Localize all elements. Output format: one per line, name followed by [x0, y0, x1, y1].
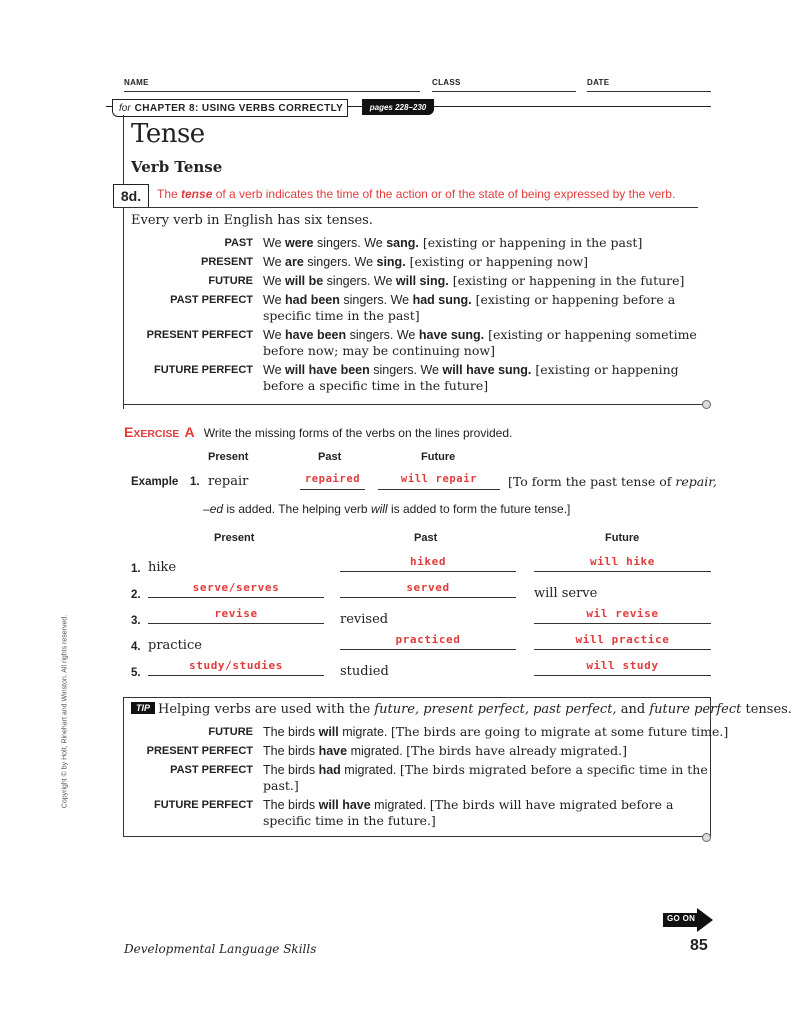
tip-example-segment: will have [318, 798, 371, 812]
tense-example-segment: singers. We [339, 293, 413, 307]
item-future-answer: wil revise [586, 607, 659, 620]
example-note-ed: ed [209, 502, 224, 516]
page-number: 85 [690, 937, 708, 954]
tense-example-segment: had sung. [412, 293, 472, 307]
tip-badge [131, 702, 155, 714]
item-past-answer: hiked [409, 555, 447, 568]
tense-label: FUTURE PERFECT [154, 364, 253, 376]
tip-intro [158, 702, 792, 717]
chapter-prefix: for [119, 102, 131, 114]
class-label: CLASS [432, 78, 461, 87]
item-future-line[interactable] [534, 675, 711, 676]
tip-example-segment: specific time in the future.] [263, 813, 436, 828]
class-line[interactable] [432, 91, 576, 92]
tip-tense-label: FUTURE [208, 726, 253, 738]
example-note-a-italic: repair, [675, 474, 717, 489]
tip-example-segment: migrated. [370, 798, 430, 812]
example-number: 1. [190, 476, 200, 488]
example-note-line2 [203, 502, 570, 516]
tense-example-line [263, 254, 588, 270]
tense-example-segment: before a specific time in the future] [263, 378, 489, 393]
example-note-line1 [508, 474, 717, 489]
tense-label: PAST [224, 237, 253, 249]
rule-number-box [113, 184, 149, 208]
date-line[interactable] [587, 91, 711, 92]
section-subtitle: Verb Tense [131, 158, 223, 176]
item-number: 2. [131, 589, 141, 601]
item-present-answer: revise [214, 607, 258, 620]
tense-example-segment: singers. We [313, 236, 387, 250]
tense-example-segment: [existing or happening [531, 362, 679, 377]
tip-example-segment: migrated. [340, 763, 400, 777]
tip-text-b: and [616, 702, 650, 717]
chapter-banner [112, 99, 348, 117]
tense-example-line [263, 343, 495, 359]
go-on-text: GO ON [667, 914, 696, 923]
tip-badge-text: TIP [135, 703, 150, 713]
tip-example-segment: have [318, 744, 348, 758]
tense-example-segment: We [263, 274, 285, 288]
tense-example-segment: sing. [376, 255, 406, 269]
tip-box-knob [702, 833, 711, 842]
example-note-b1: is added. The helping verb [223, 502, 371, 516]
item-future-line[interactable] [534, 623, 711, 624]
tense-example-segment: will have sung. [442, 363, 532, 377]
rule-number: 8d. [120, 188, 142, 204]
tense-example-segment: will sing. [395, 274, 449, 288]
tense-example-segment: We [263, 328, 285, 342]
example-note-b2: is added to form the future tense.] [387, 502, 571, 516]
tense-example-segment: had been [285, 293, 340, 307]
footer-book-title: Developmental Language Skills [124, 942, 317, 956]
item-future-answer: will hike [589, 555, 655, 568]
tip-example-segment: The birds [263, 763, 319, 777]
rule-definition [157, 187, 675, 201]
column-header-future: Future [605, 532, 640, 544]
tense-label: PRESENT [201, 256, 253, 268]
tense-example-segment: [existing or happening now] [405, 254, 589, 269]
tense-example-segment: We [263, 255, 285, 269]
lesson-box-left-border [123, 115, 124, 409]
lesson-box-bottom-border [123, 404, 703, 405]
item-future-line[interactable] [534, 571, 711, 572]
item-future-line[interactable] [534, 649, 711, 650]
item-present-given: hike [148, 560, 177, 575]
tense-example-segment: before now; may be continuing now] [263, 343, 495, 358]
item-past-given: studied [340, 664, 389, 679]
item-present-line[interactable] [148, 597, 324, 598]
tense-example-segment: singers. We [323, 274, 396, 288]
column-header-present: Present [214, 532, 255, 544]
tense-example-segment: singers. We [346, 328, 419, 342]
tip-example-segment: migrated. [347, 744, 407, 758]
item-present-line[interactable] [148, 623, 324, 624]
rule-term: tense [181, 187, 213, 201]
name-label: NAME [124, 78, 149, 87]
tense-example-line [263, 327, 697, 343]
item-number: 5. [131, 667, 141, 679]
example-note-a: [To form the past tense of [508, 474, 676, 489]
tip-example-segment: migrate. [338, 725, 391, 739]
example-note-will: will [370, 502, 388, 516]
tip-text-c: tenses. [741, 702, 792, 717]
tip-example-segment: [The birds will have migrated before a [429, 797, 674, 812]
example-label: Example [131, 476, 179, 488]
copyright-notice: Copyright © by Holt, Rinehart and Winston. All rights reserved. [61, 614, 69, 809]
tense-example-segment: will be [285, 274, 324, 288]
tip-example-segment: past.] [263, 778, 299, 793]
tense-example-line [263, 378, 488, 394]
item-future-answer: will practice [575, 633, 670, 646]
tip-example-segment: The birds [263, 744, 319, 758]
example-verb: repair [208, 474, 249, 489]
tense-example-segment: [existing or happening before a [471, 292, 676, 307]
tip-example-line [263, 762, 708, 778]
tense-example-segment: have sung. [418, 328, 485, 342]
tip-tense-label: FUTURE PERFECT [154, 799, 253, 811]
item-number: 3. [131, 615, 141, 627]
tense-label: FUTURE [208, 275, 253, 287]
tense-example-line [263, 273, 684, 289]
tip-example-line [263, 797, 673, 813]
exercise-label-letter: A [184, 424, 195, 440]
tip-text-a: Helping verbs are used with the [158, 702, 375, 717]
tip-example-line [263, 724, 728, 740]
tense-example-segment: singers. We [303, 255, 377, 269]
tip-example-segment: had [318, 763, 341, 777]
pages-text: pages 228–230 [369, 102, 427, 112]
tense-example-segment: specific time in the past] [263, 308, 420, 323]
rule-underline [113, 207, 698, 208]
tense-example-segment: are [285, 255, 304, 269]
item-present-given: practice [148, 638, 202, 653]
tip-example-segment: [The birds have already migrated.] [406, 743, 627, 758]
item-number: 1. [131, 563, 141, 575]
example-past-line[interactable] [300, 489, 365, 490]
tip-italic-list: future, present perfect, past perfect, [374, 702, 617, 717]
example-future-answer: will repair [400, 473, 478, 485]
item-present-answer: serve/serves [192, 581, 280, 594]
tip-example-line [263, 813, 436, 829]
example-header-present: Present [208, 451, 249, 463]
tense-label: PAST PERFECT [170, 294, 253, 306]
chapter-title: CHAPTER 8: USING VERBS CORRECTLY [134, 102, 344, 114]
tip-example-segment: [The birds are going to migrate at some future time.] [390, 724, 729, 739]
lesson-box-knob [702, 400, 711, 409]
tense-example-line [263, 292, 675, 308]
exercise-label-rest: XERCISE [133, 428, 180, 440]
tense-example-segment: [existing or happening in the past] [418, 235, 643, 250]
tense-example-segment: [existing or happening sometime [484, 327, 697, 342]
tip-italic-last: future perfect [649, 702, 742, 717]
tip-example-segment: The birds [263, 798, 319, 812]
tense-example-line [263, 235, 642, 251]
tip-example-segment: The birds [263, 725, 319, 739]
item-past-line[interactable] [340, 649, 516, 650]
exercise-label-first: E [124, 424, 134, 440]
name-line[interactable] [124, 91, 420, 92]
exercise-title [124, 422, 512, 441]
tense-example-segment: singers. We [369, 363, 443, 377]
item-future-given: will serve [534, 586, 598, 601]
tense-example-segment: We [263, 363, 285, 377]
tip-example-line [263, 743, 627, 759]
item-past-answer: practiced [395, 633, 461, 646]
example-past-answer: repaired [304, 473, 361, 485]
tense-example-segment: were [285, 236, 314, 250]
column-header-past: Past [414, 532, 438, 544]
tense-label: PRESENT PERFECT [146, 329, 253, 341]
item-past-line[interactable] [340, 571, 516, 572]
rule-text-after: of a verb indicates the time of the action or of the state of being expressed by the verb. [212, 187, 676, 201]
item-present-line[interactable] [148, 675, 324, 676]
intro-text: Every verb in English has six tenses. [131, 213, 373, 228]
tip-example-segment: will [318, 725, 339, 739]
item-past-line[interactable] [340, 597, 516, 598]
pages-badge [362, 99, 434, 115]
item-number: 4. [131, 641, 141, 653]
item-past-answer: served [406, 581, 450, 594]
tense-example-segment: We [263, 293, 285, 307]
example-future-line[interactable] [378, 489, 500, 490]
tense-example-segment: We [263, 236, 285, 250]
rule-text-before: The [157, 187, 182, 201]
item-present-answer: study/studies [189, 659, 283, 672]
page-title: Tense [131, 119, 205, 149]
tip-example-line [263, 778, 299, 794]
example-header-future: Future [421, 451, 456, 463]
item-past-given: revised [340, 612, 389, 627]
tense-example-segment: have been [285, 328, 347, 342]
example-note-dash: – [203, 502, 210, 516]
date-label: DATE [587, 78, 610, 87]
tense-example-segment: will have been [285, 363, 370, 377]
item-future-answer: will study [586, 659, 659, 672]
tip-tense-label: PAST PERFECT [170, 764, 253, 776]
tense-example-segment: [existing or happening in the future] [448, 273, 685, 288]
exercise-instruction: Write the missing forms of the verbs on the lines provided. [203, 426, 513, 440]
tense-example-line [263, 362, 679, 378]
tip-example-segment: [The birds migrated before a specific time in the [399, 762, 708, 777]
tense-example-segment: sang. [386, 236, 419, 250]
example-header-past: Past [318, 451, 342, 463]
tense-example-line [263, 308, 420, 324]
tip-tense-label: PRESENT PERFECT [146, 745, 253, 757]
go-on-arrow[interactable] [663, 908, 713, 932]
